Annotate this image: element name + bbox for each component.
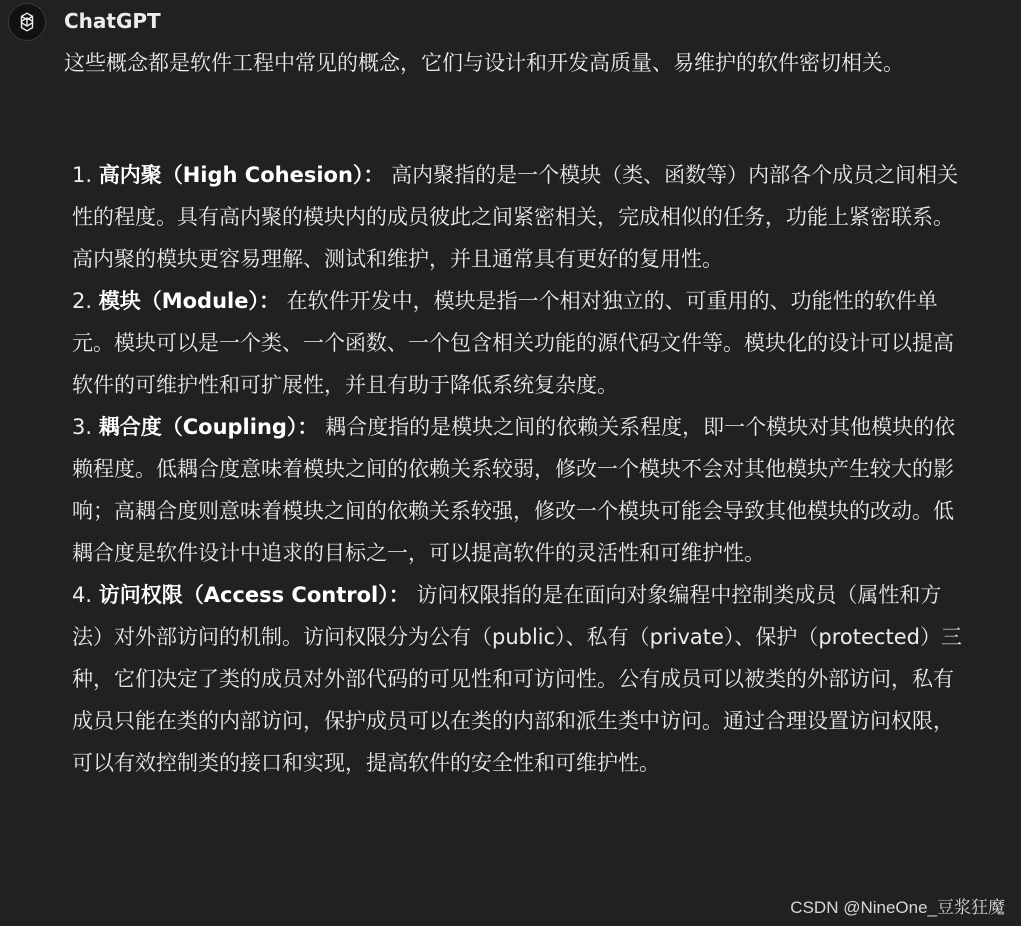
definition-coupling: 耦合度指的是模块之间的依赖关系程度，即一个模块对其他模块的依赖程度。低耦合度意味着模块之间的依赖关系较弱，修改一个模块不会对其他模块产生较大的影响；高耦合度则意味着模块之间的依赖关系较强，修改一个模块可能会导致其他模块的改动。低耦合度是软件设计中追求的目标之一，可以提高软件的灵活性和可维护性。 — [72, 415, 956, 565]
term-module: 模块（Module）： — [98, 289, 280, 313]
definition-module: 在软件开发中，模块是指一个相对独立的、可重用的、功能性的软件单元。模块可以是一个类、一个函数、一个包含相关功能的源代码文件等。模块化的设计可以提高软件的可维护性和可扩展性，并且有助于降低系统复杂度。 — [72, 289, 954, 397]
openai-logo-icon — [15, 10, 39, 34]
list-item-coupling — [72, 406, 972, 574]
list-item-access-control — [72, 574, 972, 784]
term-high-cohesion: 高内聚（High Cohesion）： — [98, 163, 385, 187]
term-coupling: 耦合度（Coupling）： — [98, 415, 319, 439]
csdn-watermark: CSDN @NineOne_豆浆狂魔 — [790, 898, 1005, 917]
list-number: 3. — [72, 415, 93, 439]
concept-list — [72, 154, 972, 784]
definition-access-control: 访问权限指的是在面向对象编程中控制类成员（属性和方法）对外部访问的机制。访问权限分为公有（public）、私有（private）、保护（protected）三种，它们决定了类的成员对外部代码的可见性和可访问性。公有成员可以被类的外部访问，私有成员只能在类的内部访问，保护成员可以在类的内部和派生类中访问。通过合理设置访问权限，可以有效控制类的接口和实现，提高软件的安全性和可维护性。 — [72, 583, 962, 775]
message-intro: 这些概念都是软件工程中常见的概念，它们与设计和开发高质量、易维护的软件密切相关。 — [64, 51, 904, 75]
list-item-module — [72, 280, 972, 406]
definition-high-cohesion: 高内聚指的是一个模块（类、函数等）内部各个成员之间相关性的程度。具有高内聚的模块内的成员彼此之间紧密相关，完成相似的任务，功能上紧密联系。高内聚的模块更容易理解、测试和维护，并且通常具有更好的复用性。 — [72, 163, 959, 271]
list-number: 1. — [72, 163, 93, 187]
list-item-high-cohesion — [72, 154, 972, 280]
term-access-control: 访问权限（Access Control）： — [98, 583, 410, 607]
list-number: 2. — [72, 289, 93, 313]
avatar — [8, 3, 46, 41]
list-number: 4. — [72, 583, 93, 607]
message-author: ChatGPT — [64, 9, 161, 33]
